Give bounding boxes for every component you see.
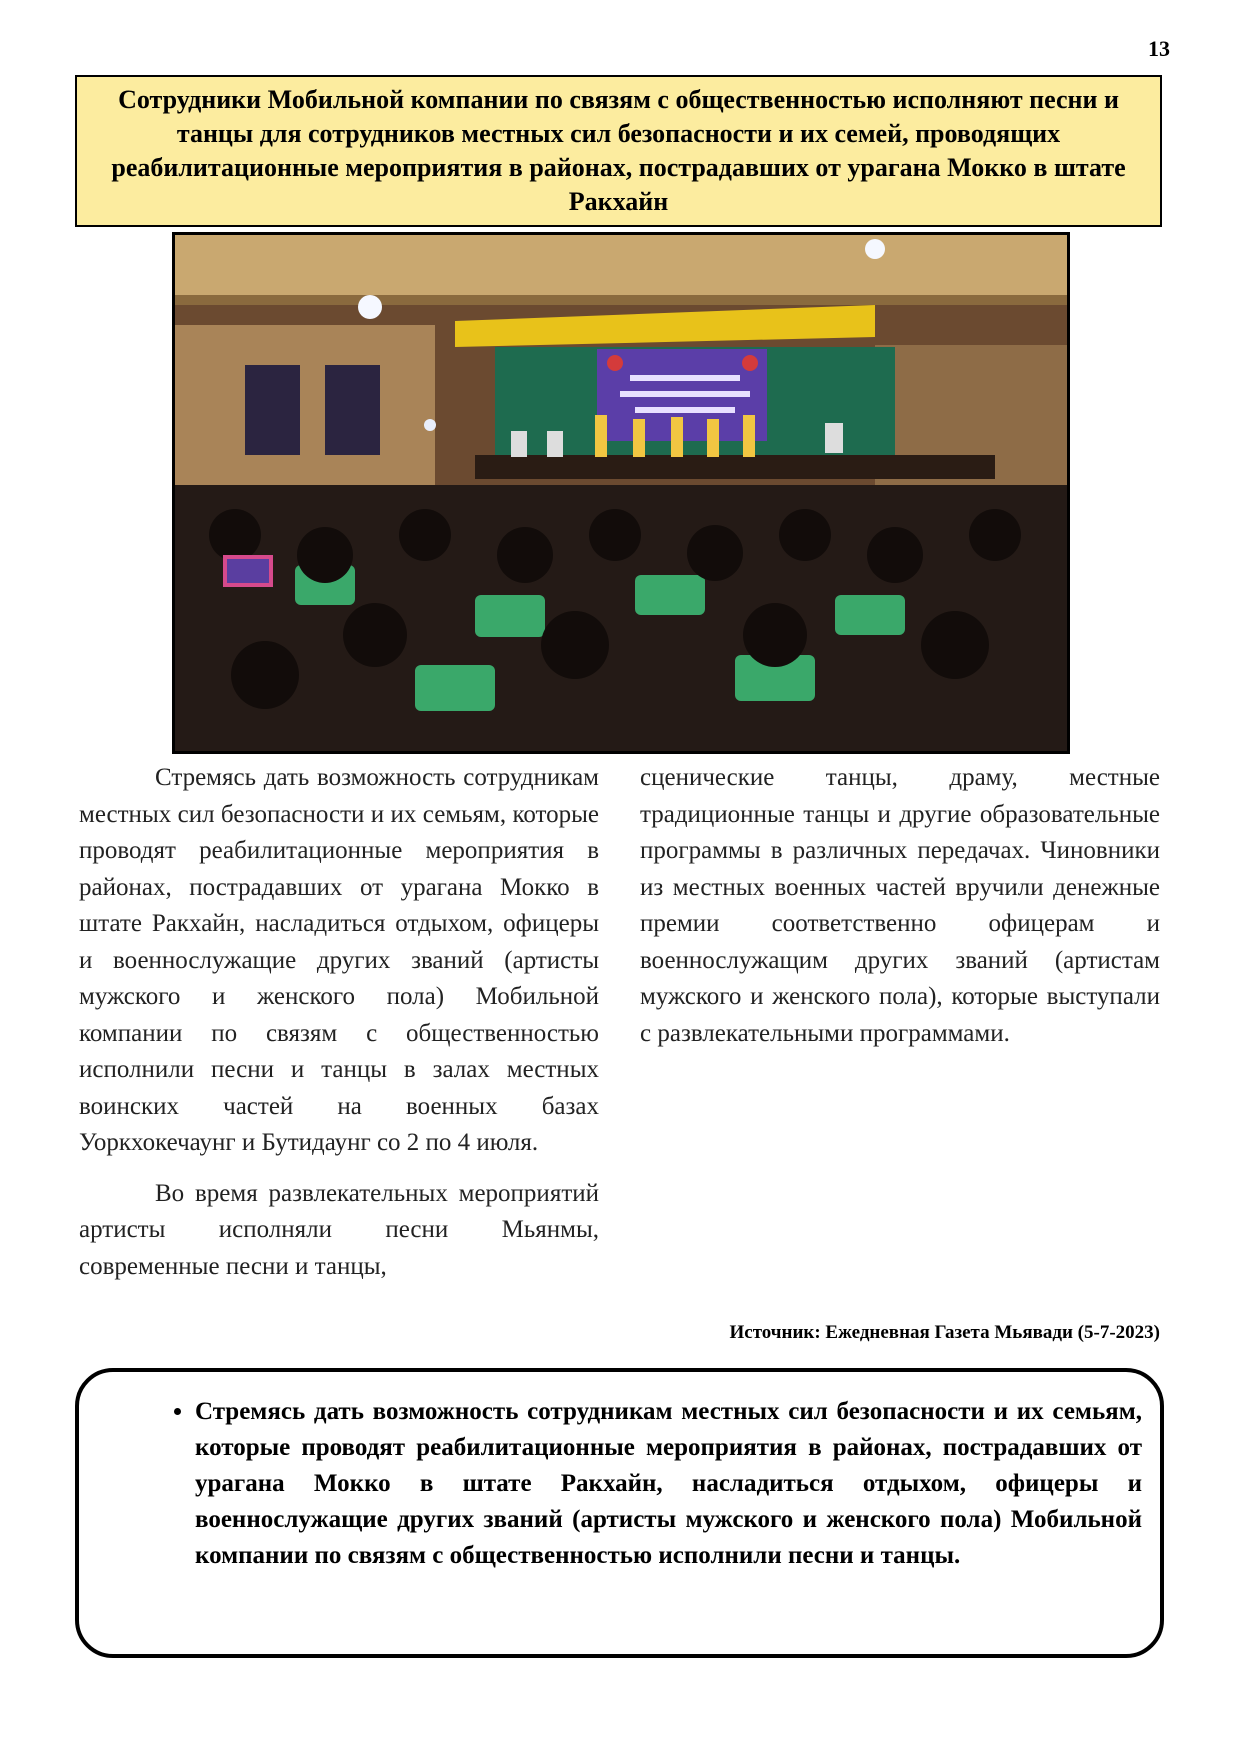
- page-number: 13: [1148, 36, 1170, 61]
- summary-box: [75, 1368, 1164, 1658]
- article-paragraph: Во время развлекательных мероприятий артисты исполняли песни Мьянмы, современные песни и танцы,: [79, 1179, 599, 1280]
- article-paragraph: сценические танцы, драму, местные традиционные танцы и другие образовательные программы в различных передачах. Чиновники из местных военных частей вручили денежные премии соответственно офицерам и военнослужащим других званий (артистам мужского и женского пола), которые выступали с развлекательными программами.: [640, 764, 1160, 1047]
- article-right-column: [640, 760, 1160, 1052]
- photo-concert-hall-icon: [175, 235, 1067, 751]
- article-photo: [172, 232, 1070, 754]
- article-left-column: [79, 760, 599, 1285]
- article-title: Сотрудники Мобильной компании по связям с общественностью исполняют песни и танцы для сотрудников местных сил безопасности и их семей, проводящих реабилитационные мероприятия в районах, пострадавших от урагана Мокко в штате Ракхайн: [75, 75, 1162, 227]
- summary-item: • Стремясь дать возможность сотрудникам местных сил безопасности и их семьям, которые проводят реабилитационные мероприятия в районах, пострадавших от урагана Мокко в штате Ракхайн, насладиться отдыхом, офицеры и военнослужащие других званий (артисты мужского и женского пола) Мобильной компании по связям с общественностью исполнили песни и танцы.: [195, 1394, 1142, 1574]
- article-paragraph: Стремясь дать возможность сотрудникам местных сил безопасности и их семьям, которые проводят реабилитационные мероприятия в районах, пострадавших от урагана Мокко в штате Ракхайн, насладиться отдыхом, офицеры и военнослужащие других званий (артисты мужского и женского пола) Мобильной компании по связям с общественностью исполнили песни и танцы в залах местных воинских частей на военных базах Уоркхокечаунг и Бутидаунг со 2 по 4 июля.: [79, 764, 599, 1156]
- source-citation: Источник: Ежедневная Газета Мьявади (5-7-2023): [729, 1322, 1160, 1343]
- summary-list: [137, 1394, 1142, 1574]
